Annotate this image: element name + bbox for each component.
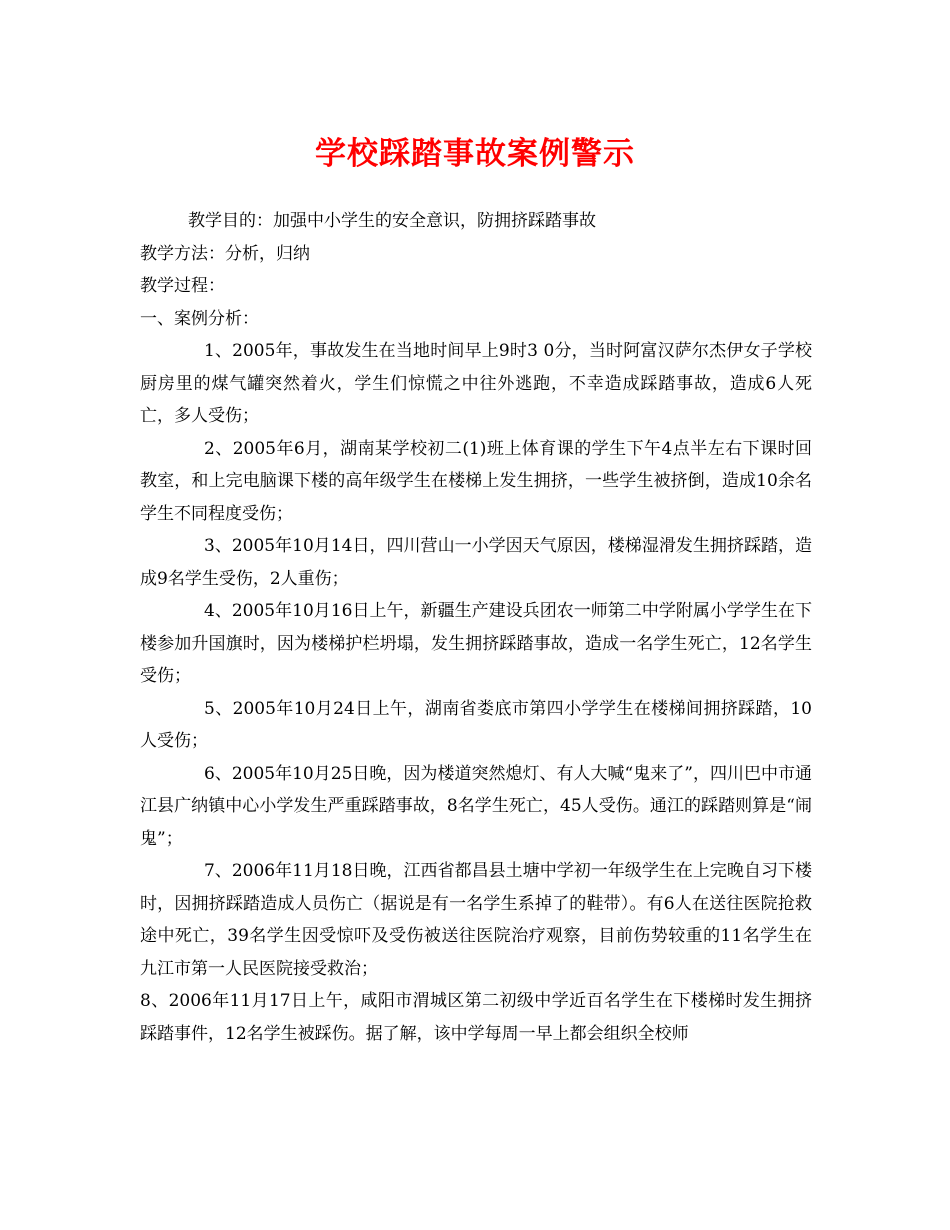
paragraph-teaching-process: 教学过程： <box>140 276 225 296</box>
case-item-7: 7、2006年11月18日晚，江西省都昌县土塘中学初一年级学生在上完晚自习下楼时，因拥挤踩踏造成人员伤亡（据说是有一名学生系掉了的鞋带）。有6人在送往医院抢救途中死亡，39名学生因受惊吓及受伤被送往医院治疗观察，目前伤势较重的11名学生在九江市第一人民医院接受救治； <box>140 861 812 979</box>
paragraph-teaching-method: 教学方法：分析，归纳 <box>140 243 310 264</box>
case-item-1: 1、2005年，事故发生在当地时间早上9时3 0分，当时阿富汉萨尔杰伊女子学校厨房里的煤气罐突然着火，学生们惊慌之中往外逃跑，不幸造成踩踏事故，造成6人死亡，多人受伤； <box>140 341 812 426</box>
paragraph-teaching-goal: 教学目的：加强中小学生的安全意识，防拥挤踩踏事故 <box>188 211 596 231</box>
case-item-4: 4、2005年10月16日上午，新疆生产建设兵团农一师第二中学附属小学学生在下楼参加升国旗时，因为楼梯护栏坍塌，发生拥挤踩踏事故，造成一名学生死亡，12名学生受伤； <box>140 601 812 686</box>
document-title: 学校踩踏事故案例警示 <box>315 136 635 172</box>
case-item-8: 8、2006年11月17日上午，咸阳市渭城区第二初级中学近百名学生在下楼梯时发生拥挤踩踏事件，12名学生被踩伤。据了解，该中学每周一早上都会组织全校师 <box>140 991 812 1044</box>
case-item-5: 5、2005年10月24日上午，湖南省娄底市第四小学学生在楼梯间拥挤踩踏，10人受伤； <box>140 698 812 751</box>
section-heading-case-analysis: 一、案例分析： <box>140 308 259 329</box>
case-item-3: 3、2005年10月14日，四川营山一小学因天气原因，楼梯湿滑发生拥挤踩踏，造成9名学生受伤，2人重伤； <box>140 536 812 589</box>
case-item-6: 6、2005年10月25日晚，因为楼道突然熄灯、有人大喊“鬼来了”，四川巴中市通江县广纳镇中心小学发生严重踩踏事故，8名学生死亡，45人受伤。通江的踩踏则算是“闹鬼”； <box>140 763 812 849</box>
document-body <box>140 205 812 1050</box>
case-item-2: 2、2005年6月，湖南某学校初二(1)班上体育课的学生下午4点半左右下课时回教室，和上完电脑课下楼的高年级学生在楼梯上发生拥挤，一些学生被挤倒，造成10余名学生不同程度受伤； <box>140 438 812 524</box>
